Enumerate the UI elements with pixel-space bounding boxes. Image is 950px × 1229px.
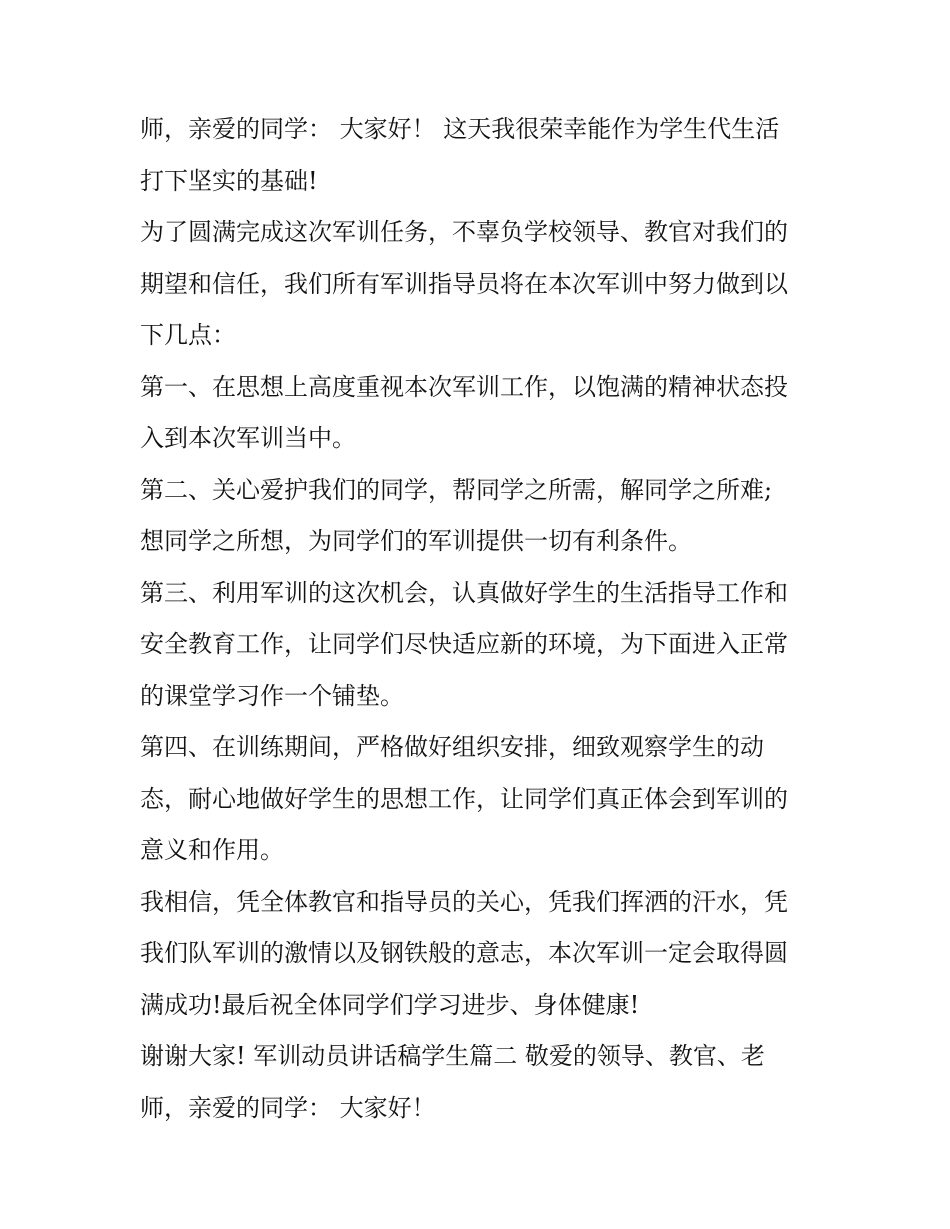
- text-line: 师，亲爱的同学： 大家好！: [140, 1093, 436, 1122]
- text-line: 我相信，凭全体教官和指导员的关心，凭我们挥洒的汗水，凭: [140, 887, 788, 916]
- text-line: 想同学之所想，为同学们的军训提供一切有利条件。: [140, 527, 692, 555]
- text-line: 下几点：: [140, 321, 236, 349]
- text-line: 的课堂学习作一个铺垫。: [140, 681, 404, 710]
- document-body: [140, 104, 820, 1134]
- text-line: 我们队军训的激情以及钢铁般的意志，本次军训一定会取得圆: [140, 939, 788, 967]
- text-line: 安全教育工作，让同学们尽快适应新的环境，为下面进入正常: [140, 630, 788, 658]
- text-line: 期望和信任，我们所有军训指导员将在本次军训中努力做到以: [140, 269, 788, 298]
- text-line: 态，耐心地做好学生的思想工作，让同学们真正体会到军训的: [140, 784, 788, 813]
- text-line: 入到本次军训当中。: [140, 424, 356, 452]
- text-line: 满成功!最后祝全体同学们学习进步、身体健康!: [140, 990, 640, 1019]
- text-line: 第二、关心爱护我们的同学，帮同学之所需，解同学之所难;: [140, 475, 773, 504]
- text-line: 第四、在训练期间，严格做好组织安排，细致观察学生的动: [140, 733, 764, 761]
- text-line: 谢谢大家! 军训动员讲话稿学生篇二 敬爱的领导、教官、老: [140, 1042, 765, 1070]
- text-line: 师，亲爱的同学： 大家好！ 这天我很荣幸能作为学生代生活: [140, 115, 780, 143]
- text-line: 意义和作用。: [140, 836, 284, 864]
- text-line: 第三、利用军训的这次机会，认真做好学生的生活指导工作和: [140, 578, 788, 607]
- text-line: 打下坚实的基础!: [140, 166, 318, 195]
- text-line: 为了圆满完成这次军训任务，不辜负学校领导、教官对我们的: [140, 218, 788, 246]
- text-line: 第一、在思想上高度重视本次军训工作，以饱满的精神状态投: [140, 372, 788, 401]
